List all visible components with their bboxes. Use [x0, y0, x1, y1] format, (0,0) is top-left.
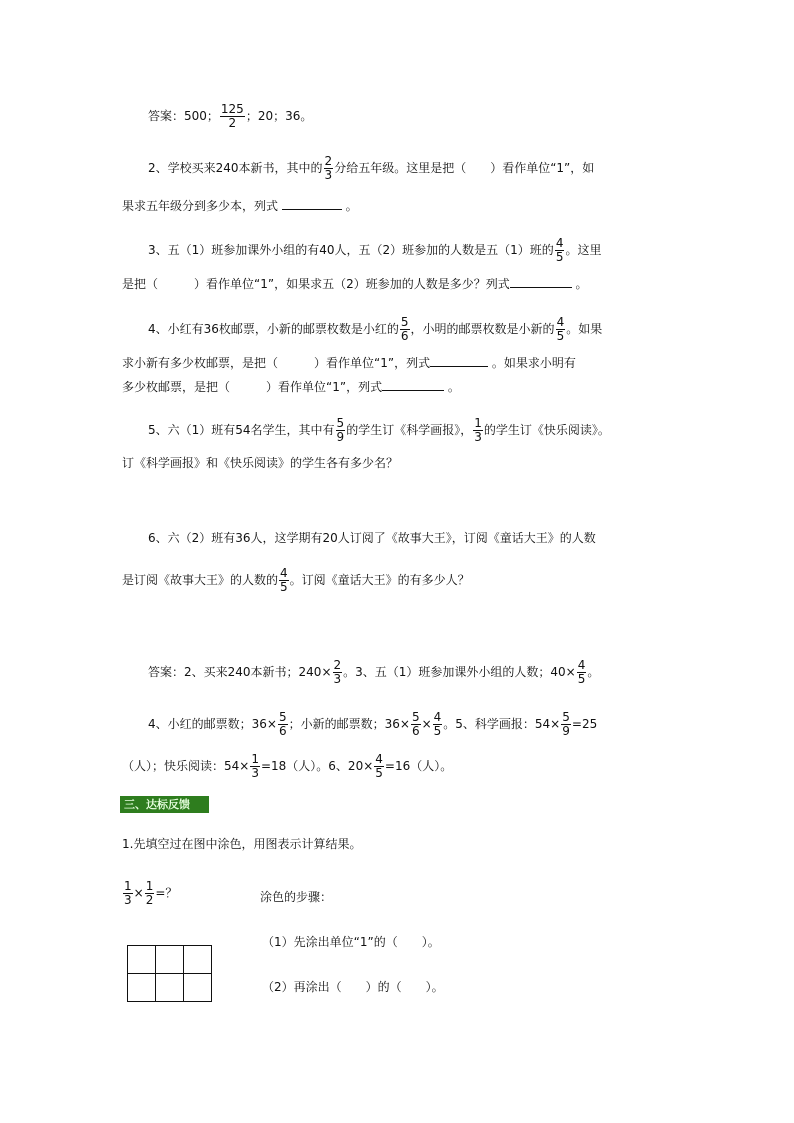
question-5-line-2: 订《科学画报》和《快乐阅读》的学生各有多少名？	[122, 456, 399, 470]
fraction: $\frac{4}{5}$	[577, 658, 586, 686]
question-2-line-1: 2、学校买来240本新书，其中的 $\frac{2}{3}$ 分给五年级。这里是把（ ）看作单位“1”，如	[148, 154, 595, 182]
grid-cell[interactable]	[155, 945, 184, 974]
question-4-line-1: 4、小红有36枚邮票，小新的邮票枚数是小红的 $\frac{5}{6}$ ，小明的邮票枚数是小新的 $\frac{4}{5}$ 。如果	[148, 315, 603, 343]
fraction: $\frac{2}{3}$	[324, 154, 333, 182]
fraction: $\frac{1}{3}$	[124, 879, 132, 907]
fraction: $\frac{4}{5}$	[433, 710, 442, 738]
step-1: （1）先涂出单位“1”的（ ）。	[262, 935, 440, 949]
fraction: $\frac{5}{9}$	[336, 416, 345, 444]
fraction: $\frac{1}{2}$	[145, 879, 154, 907]
grid-cell[interactable]	[127, 945, 156, 974]
fraction: $\frac{4}{5}$	[375, 752, 383, 780]
fraction: $\frac{4}{5}$	[555, 236, 564, 264]
exercise-title: 1.先填空过在图中涂色，用图表示计算结果。	[122, 837, 362, 851]
question-2-line-2: 果求五年级分到多少本，列式 。	[122, 199, 358, 213]
steps-title: 涂色的步骤：	[260, 890, 333, 904]
answer-blank[interactable]	[510, 275, 572, 288]
fraction: $\frac{4}{5}$	[280, 566, 288, 594]
answer-1: 答案：500； $\frac{125}{2}$ ；20；36。	[148, 102, 313, 130]
question-3-line-1: 3、五（1）班参加课外小组的有40人，五（2）班参加的人数是五（1）班的 $\frac{4}{5}$ 。这里	[148, 236, 602, 264]
question-6-line-1: 6、六（2）班有36人，这学期有20人订阅了《故事大王》，订阅《童话大王》的人数	[148, 531, 596, 545]
grid-cell[interactable]	[127, 973, 156, 1002]
fraction: $\frac{2}{3}$	[333, 658, 342, 686]
fraction: $\frac{5}{6}$	[400, 315, 409, 343]
answer-blank[interactable]	[282, 197, 342, 210]
question-6-line-2: 是订阅《故事大王》的人数的 $\frac{4}{5}$ 。订阅《童话大王》的有多少人？	[122, 566, 470, 594]
shading-grid[interactable]	[127, 945, 211, 1001]
fraction: $\frac{5}{6}$	[278, 710, 287, 738]
question-4-line-3: 多少枚邮票，是把（ ）看作单位“1”，列式 。	[122, 380, 460, 394]
question-5-line-1: 5、六（1）班有54名学生，其中有 $\frac{5}{9}$ 的学生订《科学画报》， $\frac{1}{3}$ 的学生订《快乐阅读》。	[148, 416, 610, 444]
grid-cell[interactable]	[183, 973, 212, 1002]
fraction: $\frac{5}{9}$	[562, 710, 570, 738]
fraction: $\frac{4}{5}$	[556, 315, 565, 343]
answer-2-line-2: 4、小红的邮票数；36× $\frac{5}{6}$ ；小新的邮票数；36× $\frac{5}{6}$ × $\frac{4}{5}$ 。5、科学画报：54× $\frac{5}{9}$ =25	[148, 710, 598, 738]
section-banner: 三、达标反馈	[120, 796, 209, 813]
answer-blank[interactable]	[430, 354, 488, 367]
question-4-line-2: 求小新有多少枚邮票，是把（ ）看作单位“1”，列式 。如果求小明有	[122, 356, 576, 370]
question-3-line-2: 是把（ ）看作单位“1”，如果求五（2）班参加的人数是多少？列式 。	[122, 277, 588, 291]
fraction: $\frac{5}{6}$	[411, 710, 420, 738]
answer-2-line-3: （人）；快乐阅读：54× $\frac{1}{3}$ =18（人）。6、20× $\frac{4}{5}$ =16（人）。	[122, 752, 453, 780]
answer-2-line-1: 答案：2、买来240本新书；240× $\frac{2}{3}$ 。3、五（1）班参加课外小组的人数；40× $\frac{4}{5}$ 。	[148, 658, 600, 686]
fraction: $\frac{125}{2}$	[220, 102, 244, 130]
step-2: （2）再涂出（ ）的（ ）。	[262, 980, 444, 994]
answer-blank[interactable]	[382, 378, 444, 391]
exercise-expression: $\frac{1}{3}$ × $\frac{1}{2}$ =？	[124, 879, 178, 907]
fraction: $\frac{1}{3}$	[251, 752, 259, 780]
fraction: $\frac{1}{3}$	[474, 416, 482, 444]
grid-cell[interactable]	[183, 945, 212, 974]
grid-cell[interactable]	[155, 973, 184, 1002]
